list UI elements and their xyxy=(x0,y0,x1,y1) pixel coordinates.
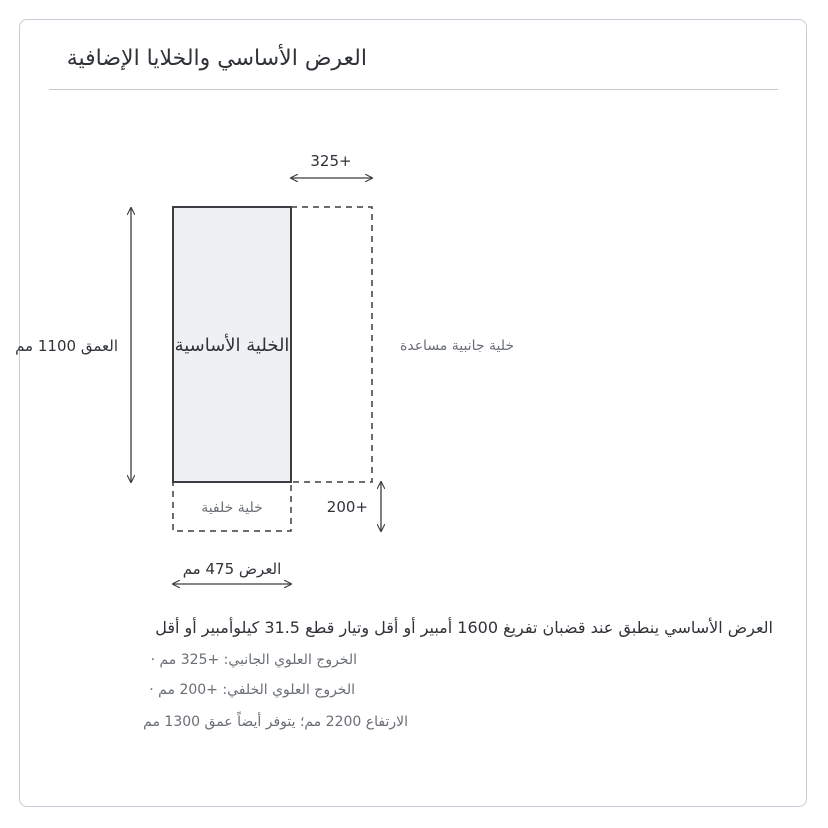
note-rear-exit: الخروج العلوي الخلفي: +200 مم · xyxy=(149,682,355,698)
note-main: العرض الأساسي ينطبق عند قضبان تفريغ 1600 أمبير أو أقل وتيار قطع 31.5 كيلوأمبير أو أقل xyxy=(155,618,773,637)
note-height: الارتفاع 2200 مم؛ يتوفر أيضاً عمق 1300 مم xyxy=(143,714,408,730)
rear-cell-label: خلية خلفية xyxy=(201,500,263,516)
page-title: العرض الأساسي والخلايا الإضافية xyxy=(66,46,367,71)
note-side-exit: الخروج العلوي الجانبي: +325 مم · xyxy=(150,652,357,668)
depth-label: العمق 1100 مم xyxy=(15,337,118,355)
side-cell-label: خلية جانبية مساعدة xyxy=(400,338,514,354)
side-cell-box xyxy=(291,207,372,482)
side-extension-label: +325 xyxy=(310,152,352,170)
width-label: العرض 475 مم xyxy=(182,560,282,578)
main-cell-label: الخلية الأساسية xyxy=(174,335,290,356)
rear-extension-label: +200 xyxy=(326,498,368,516)
